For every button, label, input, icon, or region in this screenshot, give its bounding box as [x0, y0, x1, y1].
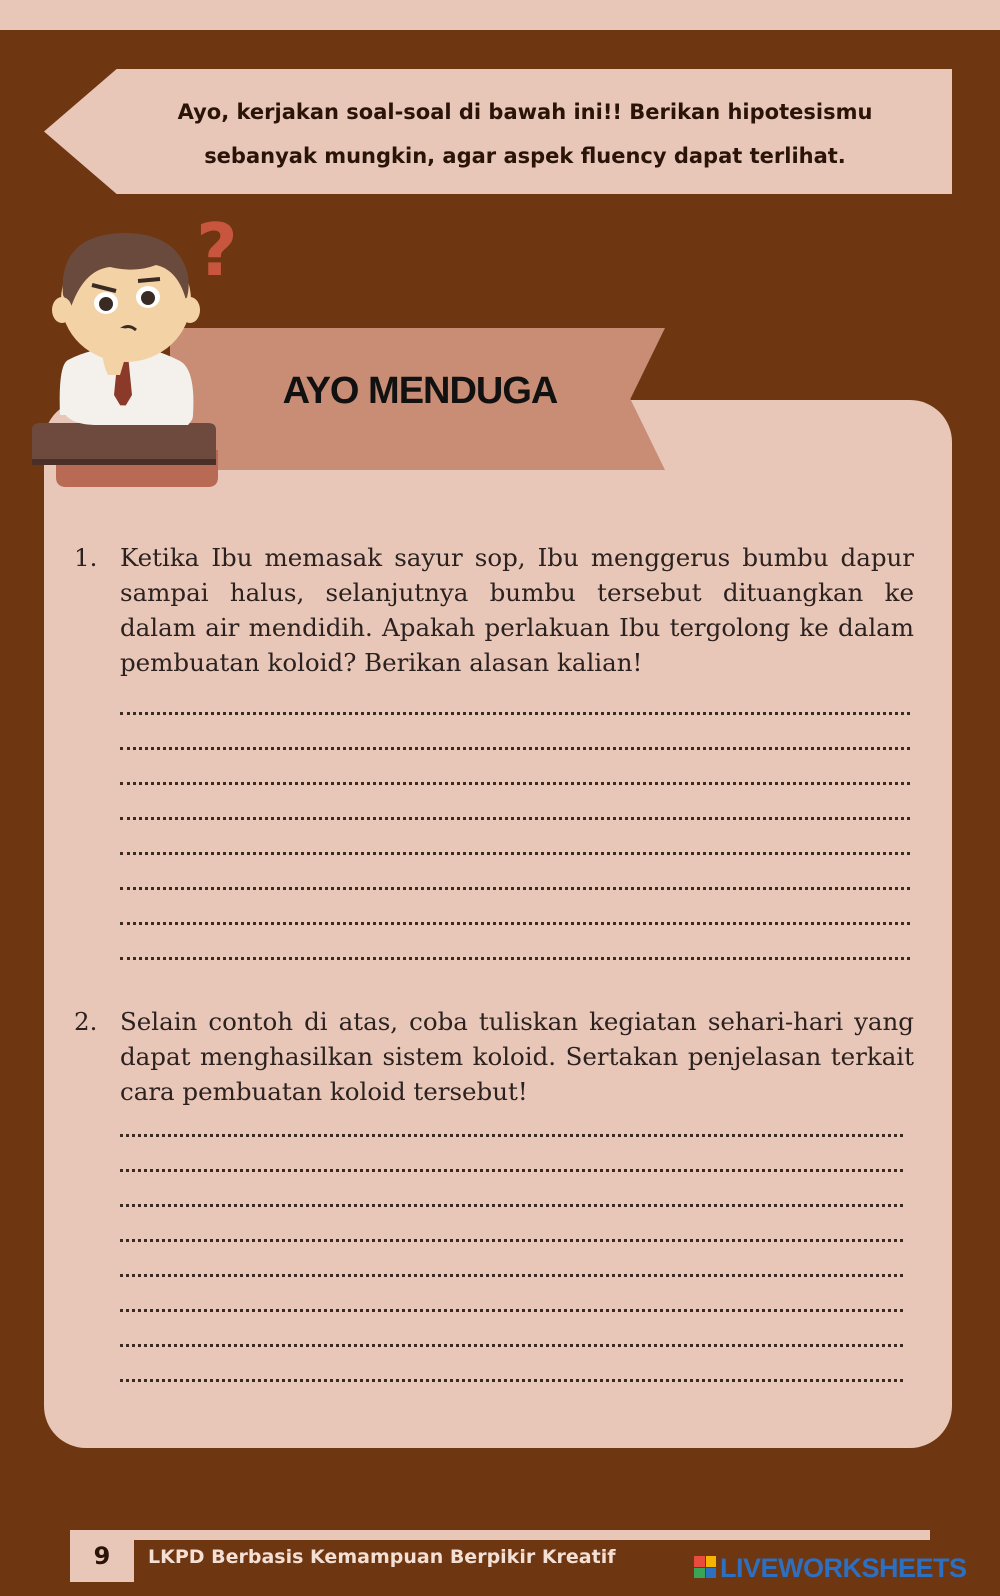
footer-title: LKPD Berbasis Kemampuan Berpikir Kreatif [148, 1546, 616, 1568]
question-2-text: Selain contoh di atas, coba tuliskan kegiatan sehari-hari yang dapat menghasilkan sistem koloid. Sertakan penjelasan terkait cara pembuatan koloid tersebut! [120, 1007, 914, 1106]
answer-area-1[interactable] [120, 680, 910, 960]
answer-line[interactable] [120, 1312, 903, 1347]
answer-line[interactable] [120, 750, 910, 785]
answer-line[interactable] [120, 820, 910, 855]
question-1-text: Ketika Ibu memasak sayur sop, Ibu menggerus bumbu dapur sampai halus, selanjutnya bumbu tersebut dituangkan ke dalam air mendidih. Apakah perlakuan Ibu tergolong ke dalam pembuatan koloid? Berikan alasan kalian! [120, 543, 914, 677]
answer-line[interactable] [120, 1207, 903, 1242]
question-mark-icon: ? [196, 215, 238, 292]
top-strip [0, 0, 1000, 30]
footer-bar [70, 1530, 930, 1540]
answer-line[interactable] [120, 1277, 903, 1312]
question-1 [74, 540, 914, 680]
answer-line[interactable] [120, 855, 910, 890]
answer-line[interactable] [120, 785, 910, 820]
liveworksheets-logo-icon [694, 1556, 716, 1578]
instruction-text [110, 90, 940, 178]
page-number: 9 [70, 1534, 134, 1582]
answer-line[interactable] [120, 890, 910, 925]
instruction-line-2: sebanyak mungkin, agar aspek fluency dapat terlihat. [204, 144, 846, 168]
instruction-line-1: Ayo, kerjakan soal-soal di bawah ini!! Berikan hipotesismu [177, 100, 873, 124]
answer-line[interactable] [120, 680, 910, 715]
answer-area-2[interactable] [120, 1102, 903, 1382]
section-title: AYO MENDUGA [282, 370, 558, 412]
question-2 [74, 1004, 914, 1109]
question-1-number: 1. [74, 543, 98, 572]
answer-line[interactable] [120, 1137, 903, 1172]
answer-line[interactable] [120, 1102, 903, 1137]
answer-line[interactable] [120, 925, 910, 960]
question-2-number: 2. [74, 1007, 98, 1036]
answer-line[interactable] [120, 1242, 903, 1277]
answer-line[interactable] [120, 1347, 903, 1382]
liveworksheets-brand[interactable]: LIVEWORKSHEETS [720, 1553, 967, 1583]
thinking-student-illustration [28, 215, 268, 500]
answer-line[interactable] [120, 715, 910, 750]
answer-line[interactable] [120, 1172, 903, 1207]
